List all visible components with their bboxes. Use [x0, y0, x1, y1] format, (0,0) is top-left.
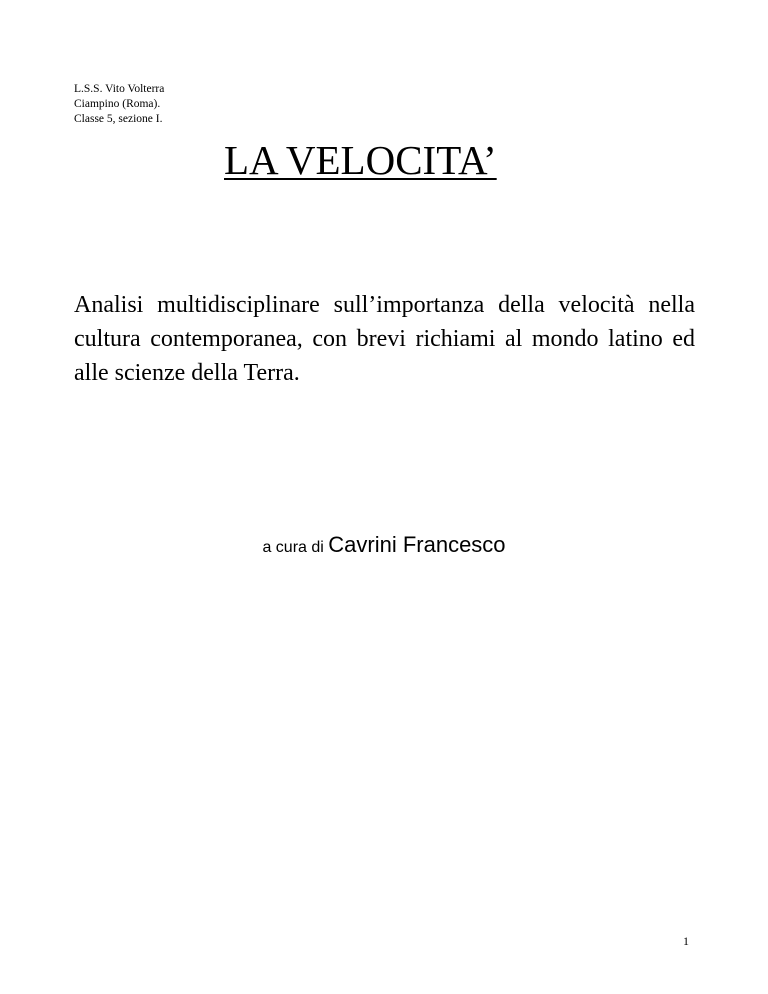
document-title: LA VELOCITA’ [224, 137, 497, 183]
header-block [74, 82, 164, 127]
school-location: Ciampino (Roma). [74, 98, 161, 110]
school-name: L.S.S. Vito Volterra [74, 83, 165, 95]
abstract-text: Analisi multidisciplinare sull’importanza della velocità nella cultura contemporanea, con brevi richiami al mondo latino ed alle scienze della Terra. [74, 292, 695, 386]
author-name: Cavrini Francesco [328, 532, 506, 557]
author-line [0, 532, 768, 558]
author-prefix: a cura di [262, 539, 329, 556]
page-number: 1 [683, 934, 689, 948]
class-info: Classe 5, sezione I. [74, 113, 163, 125]
